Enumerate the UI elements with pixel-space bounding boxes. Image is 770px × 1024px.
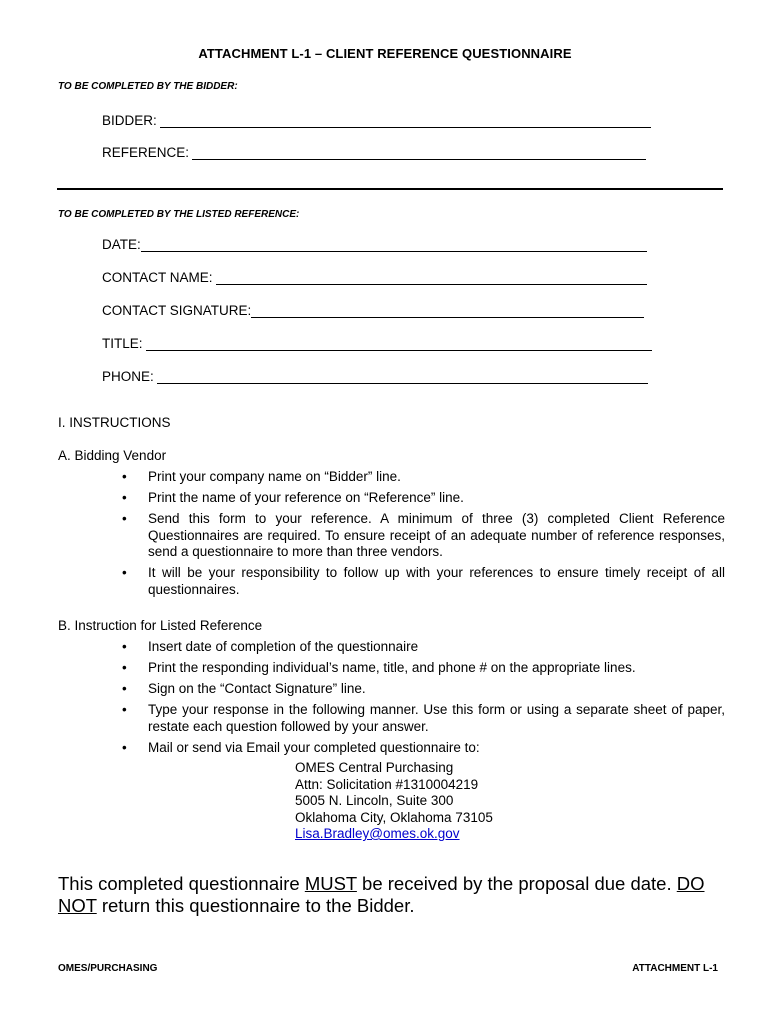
reference-label: REFERENCE:	[102, 145, 190, 160]
reference-field[interactable]	[102, 142, 646, 160]
contact-name-label: CONTACT NAME:	[102, 270, 213, 285]
email-link[interactable]: Lisa.Bradley@omes.ok.gov	[295, 826, 460, 841]
notice-emphasis-must: MUST	[304, 873, 357, 894]
instructions-heading: I. INSTRUCTIONS	[58, 415, 171, 430]
phone-field[interactable]	[102, 366, 648, 384]
bullet-text: It will be your responsibility to follow up with your references to ensure timely receipt of all questionnaires.	[148, 565, 725, 597]
phone-line[interactable]	[157, 369, 648, 384]
notice-text: be received by the proposal due date.	[356, 873, 677, 894]
address-line: OMES Central Purchasing	[295, 760, 454, 775]
notice-text: return this questionnaire to the Bidder.	[96, 895, 415, 916]
title-line[interactable]	[146, 336, 652, 351]
contact-signature-field[interactable]	[102, 300, 644, 318]
mailing-address	[295, 760, 493, 843]
notice-emphasis-do-not: DO NOT	[58, 873, 705, 916]
bullet-text: Print your company name on “Bidder” line.	[148, 469, 401, 484]
bullet-icon: •	[122, 740, 127, 755]
bullet-icon: •	[122, 660, 127, 675]
title-label: TITLE:	[102, 336, 143, 351]
contact-name-line[interactable]	[216, 270, 647, 285]
address-line: Attn: Solicitation #1310004219	[295, 776, 479, 792]
part-b-heading: B. Instruction for Listed Reference	[58, 618, 263, 633]
contact-signature-label: CONTACT SIGNATURE:	[102, 303, 252, 318]
bullet-text: Print the name of your reference on “Reference” line.	[148, 490, 464, 505]
bullet-text: Send this form to your reference. A minimum of three (3) completed Client Reference Questionnaires are required. To ensure receipt of an adequate number of reference responses, send a questionnaire to more than three vendors.	[148, 511, 725, 559]
contact-name-field[interactable]	[102, 267, 647, 285]
bullet-icon: •	[122, 511, 127, 526]
footer-left: OMES/PURCHASING	[58, 963, 158, 974]
section-divider	[57, 188, 723, 190]
bullet-icon: •	[122, 702, 127, 717]
due-date-notice	[58, 873, 728, 917]
notice-text: This completed questionnaire	[58, 873, 305, 894]
bullet-text: Print the responding individual’s name, title, and phone # on the appropriate lines.	[148, 660, 636, 675]
bidder-label: BIDDER:	[102, 113, 157, 128]
reference-line[interactable]	[192, 145, 646, 160]
bullet-text: Insert date of completion of the questionnaire	[148, 639, 419, 654]
bidder-line[interactable]	[160, 113, 651, 128]
title-field[interactable]	[102, 333, 652, 351]
date-line[interactable]	[141, 237, 647, 252]
bidder-section-heading: TO BE COMPLETED BY THE BIDDER:	[58, 81, 238, 92]
bullet-text: Sign on the “Contact Signature” line.	[148, 681, 366, 696]
address-line: 5005 N. Lincoln, Suite 300	[295, 793, 454, 808]
address-line: Oklahoma City, Oklahoma 73105	[295, 809, 493, 825]
page-title: ATTACHMENT L-1 – CLIENT REFERENCE QUESTIONNAIRE	[198, 46, 572, 61]
footer-right: ATTACHMENT L-1	[632, 963, 718, 974]
part-a-heading: A. Bidding Vendor	[58, 448, 167, 463]
contact-signature-line[interactable]	[251, 303, 644, 318]
bidder-field[interactable]	[102, 110, 651, 128]
bullet-text: Type your response in the following manner. Use this form or using a separate sheet of paper, restate each question followed by your answer.	[148, 702, 725, 734]
bullet-icon: •	[122, 639, 127, 654]
bullet-icon: •	[122, 490, 127, 505]
bullet-text: Mail or send via Email your completed questionnaire to:	[148, 740, 480, 755]
phone-label: PHONE:	[102, 369, 154, 384]
bullet-icon: •	[122, 681, 127, 696]
bullet-icon: •	[122, 469, 127, 484]
reference-section-heading: TO BE COMPLETED BY THE LISTED REFERENCE:	[58, 209, 300, 220]
bullet-icon: •	[122, 565, 127, 580]
date-label: DATE:	[102, 237, 141, 252]
date-field[interactable]	[102, 234, 647, 252]
